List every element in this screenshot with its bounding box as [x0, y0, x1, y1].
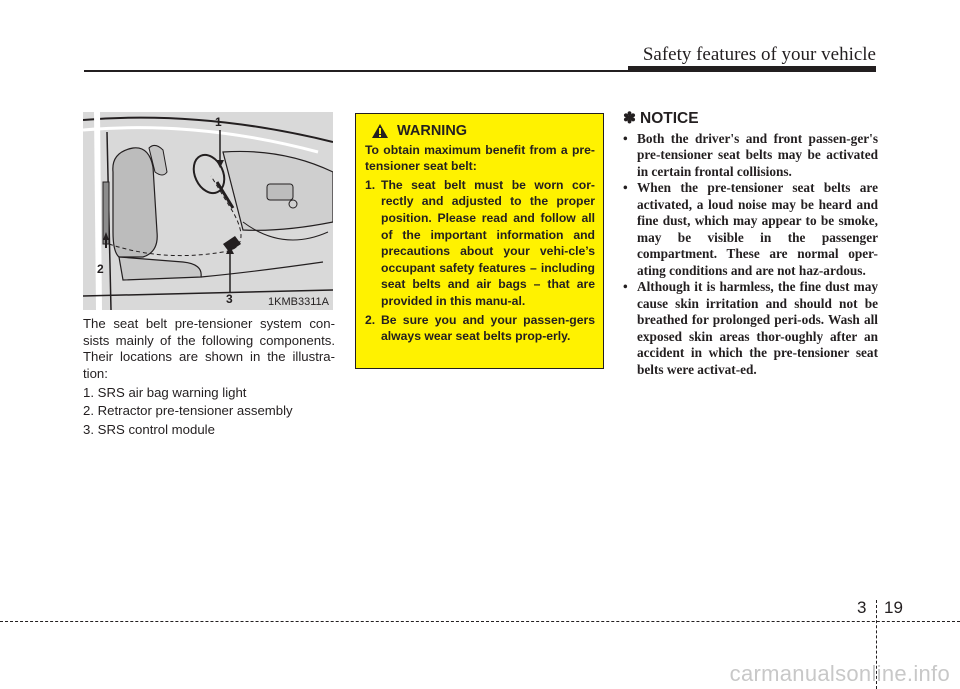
section-title: Safety features of your vehicle: [642, 44, 876, 65]
callout-3: 3: [226, 292, 233, 306]
list-item: [623, 279, 878, 378]
list-item: [623, 131, 878, 181]
list-item: [365, 312, 595, 345]
list-item: 3. SRS control module: [83, 421, 215, 437]
list-item: [365, 177, 595, 310]
list-text: Both the driver's and front passen-ger's pre-tensioner seat belts may be activated in certain frontal collisions.: [637, 130, 878, 179]
watermark: carmanualsonline.info: [729, 661, 950, 686]
list-text: The seat belt must be worn cor-rectly and adjusted to the proper position. Please read and follow all of the important information and precautions about your vehi-cle’s occupant safety features – including seat belts and air bags – that are provided in this manu-al.: [381, 177, 595, 308]
component-list: [83, 385, 335, 438]
bullet-icon: •: [623, 279, 628, 294]
warning-box: [355, 113, 604, 369]
bullet-icon: •: [623, 180, 628, 195]
list-text: When the pre-tensioner seat belts are activated, a loud noise may be heard and fine dust, which may appear to be smoke, may be visible in the passenger compartment. These are normal oper-ating conditions and are not haz-ardous.: [637, 180, 878, 278]
figure-code: 1KMB3311A: [268, 296, 329, 308]
warning-header: [371, 123, 595, 140]
callout-2: 2: [97, 262, 104, 276]
left-column: [83, 316, 335, 440]
list-item: 1. SRS air bag warning light: [83, 385, 247, 401]
list-text: Be sure you and your passen-gers always wear seat belts prop-erly.: [381, 312, 595, 344]
list-item: 2. Retractor pre-tensioner assembly: [83, 403, 293, 419]
notice-title: NOTICE: [640, 110, 699, 127]
notice-section: [623, 111, 878, 378]
bullet-icon: •: [623, 130, 628, 146]
car-interior-drawing: [83, 112, 333, 310]
warning-list: [365, 177, 595, 345]
warning-title: WARNING: [397, 123, 468, 139]
notice-list: [623, 131, 878, 379]
notice-header: [623, 111, 878, 128]
list-text: Although it is harmless, the fine dust may cause skin irritation and should not be breathed for prolonged peri-ods. Wash all exposed skin areas thor-oughly after an accident in which the pre-tensioner seat belts were activat-ed.: [637, 279, 878, 377]
list-number: 2.: [365, 312, 376, 327]
seatbelt-pretensioner-illustration: [83, 112, 333, 310]
warning-triangle-icon: [371, 123, 389, 139]
footer-rule: [0, 621, 960, 622]
asterisk-icon: ✽: [623, 110, 636, 127]
chapter-number: 3: [857, 598, 867, 617]
list-item: [623, 180, 878, 279]
list-number: 1.: [365, 177, 376, 192]
callout-1: 1: [215, 115, 222, 129]
warning-intro: To obtain maximum benefit from a pre-tensioner seat belt:: [365, 142, 595, 174]
intro-paragraph: The seat belt pre-tensioner system con-sists mainly of the following components. Their locations are shown in the illustra-tion:: [83, 316, 335, 381]
page-number: 19: [884, 598, 903, 617]
header-rule-accent: [628, 66, 876, 72]
